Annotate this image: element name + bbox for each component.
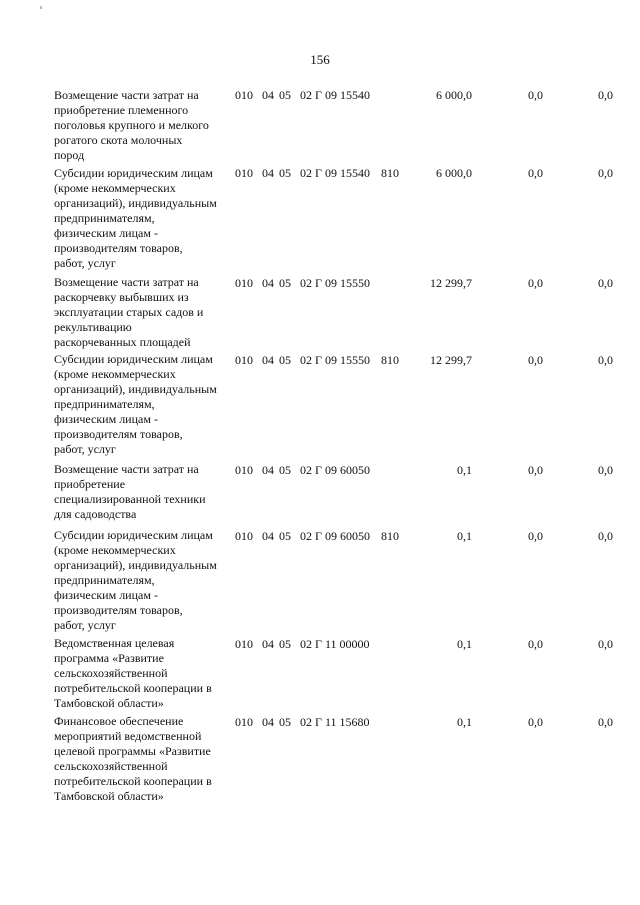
amount-year-1: 0,1	[457, 463, 472, 477]
subsection-code: 05	[279, 463, 291, 477]
ministry-code: 010	[235, 166, 253, 180]
amount-year-3: 0,0	[598, 166, 613, 180]
subsection-code: 05	[279, 637, 291, 651]
subsection-code: 05	[279, 166, 291, 180]
amount-year-2: 0,0	[528, 463, 543, 477]
row-description: Возмещение части затрат на приобретение племенного поголовья крупного и мелкого рогатого скота молочных пород	[54, 88, 209, 162]
amount-year-3: 0,0	[598, 353, 613, 367]
expense-type-code: 810	[381, 166, 399, 180]
amount-year-1: 0,1	[457, 529, 472, 543]
target-article-code: 02 Г 09 15550	[300, 276, 370, 290]
target-article-code: 02 Г 09 15540	[300, 166, 370, 180]
ministry-code: 010	[235, 463, 253, 477]
amount-year-1: 12 299,7	[430, 353, 472, 367]
ministry-code: 010	[235, 353, 253, 367]
amount-year-3: 0,0	[598, 715, 613, 729]
amount-year-1: 0,1	[457, 637, 472, 651]
ministry-code: 010	[235, 276, 253, 290]
amount-year-1: 12 299,7	[430, 276, 472, 290]
row-description: Ведомственная целевая программа «Развитие сельскохозяйственной потребительской кооперации в Тамбовской области»	[54, 636, 212, 710]
row-description: Финансовое обеспечение мероприятий ведомственной целевой программы «Развитие сельскохозяйственной потребительской кооперации в Тамбовской области»	[54, 714, 212, 803]
amount-year-2: 0,0	[528, 276, 543, 290]
row-description: Возмещение части затрат на приобретение специализированной техники для садоводства	[54, 462, 206, 521]
row-description: Субсидии юридическим лицам (кроме некоммерческих организаций), индивидуальным предпринимателям, физическим лицам - производителям товаров, работ, услуг	[54, 166, 217, 270]
amount-year-3: 0,0	[598, 637, 613, 651]
section-code: 04	[262, 166, 274, 180]
subsection-code: 05	[279, 353, 291, 367]
section-code: 04	[262, 276, 274, 290]
target-article-code: 02 Г 11 00000	[300, 637, 370, 651]
target-article-code: 02 Г 09 15550	[300, 353, 370, 367]
section-code: 04	[262, 88, 274, 102]
amount-year-3: 0,0	[598, 88, 613, 102]
ministry-code: 010	[235, 529, 253, 543]
target-article-code: 02 Г 09 60050	[300, 463, 370, 477]
page-number: 156	[310, 52, 330, 67]
amount-year-2: 0,0	[528, 529, 543, 543]
amount-year-3: 0,0	[598, 276, 613, 290]
ministry-code: 010	[235, 715, 253, 729]
amount-year-1: 6 000,0	[436, 88, 472, 102]
amount-year-2: 0,0	[528, 88, 543, 102]
target-article-code: 02 Г 11 15680	[300, 715, 370, 729]
amount-year-2: 0,0	[528, 353, 543, 367]
subsection-code: 05	[279, 529, 291, 543]
section-code: 04	[262, 637, 274, 651]
amount-year-3: 0,0	[598, 463, 613, 477]
section-code: 04	[262, 353, 274, 367]
expense-type-code: 810	[381, 529, 399, 543]
scan-speck	[40, 6, 42, 9]
ministry-code: 010	[235, 88, 253, 102]
amount-year-3: 0,0	[598, 529, 613, 543]
section-code: 04	[262, 463, 274, 477]
amount-year-2: 0,0	[528, 166, 543, 180]
row-description: Возмещение части затрат на раскорчевку выбывших из эксплуатации старых садов и рекультивацию раскорчеванных площадей	[54, 275, 204, 349]
section-code: 04	[262, 529, 274, 543]
subsection-code: 05	[279, 715, 291, 729]
amount-year-1: 6 000,0	[436, 166, 472, 180]
row-description: Субсидии юридическим лицам (кроме некоммерческих организаций), индивидуальным предпринимателям, физическим лицам - производителям товаров, работ, услуг	[54, 528, 217, 632]
expense-type-code: 810	[381, 353, 399, 367]
amount-year-2: 0,0	[528, 637, 543, 651]
subsection-code: 05	[279, 276, 291, 290]
ministry-code: 010	[235, 637, 253, 651]
amount-year-1: 0,1	[457, 715, 472, 729]
target-article-code: 02 Г 09 15540	[300, 88, 370, 102]
subsection-code: 05	[279, 88, 291, 102]
section-code: 04	[262, 715, 274, 729]
row-description: Субсидии юридическим лицам (кроме некоммерческих организаций), индивидуальным предпринимателям, физическим лицам - производителям товаров, работ, услуг	[54, 352, 217, 456]
target-article-code: 02 Г 09 60050	[300, 529, 370, 543]
amount-year-2: 0,0	[528, 715, 543, 729]
